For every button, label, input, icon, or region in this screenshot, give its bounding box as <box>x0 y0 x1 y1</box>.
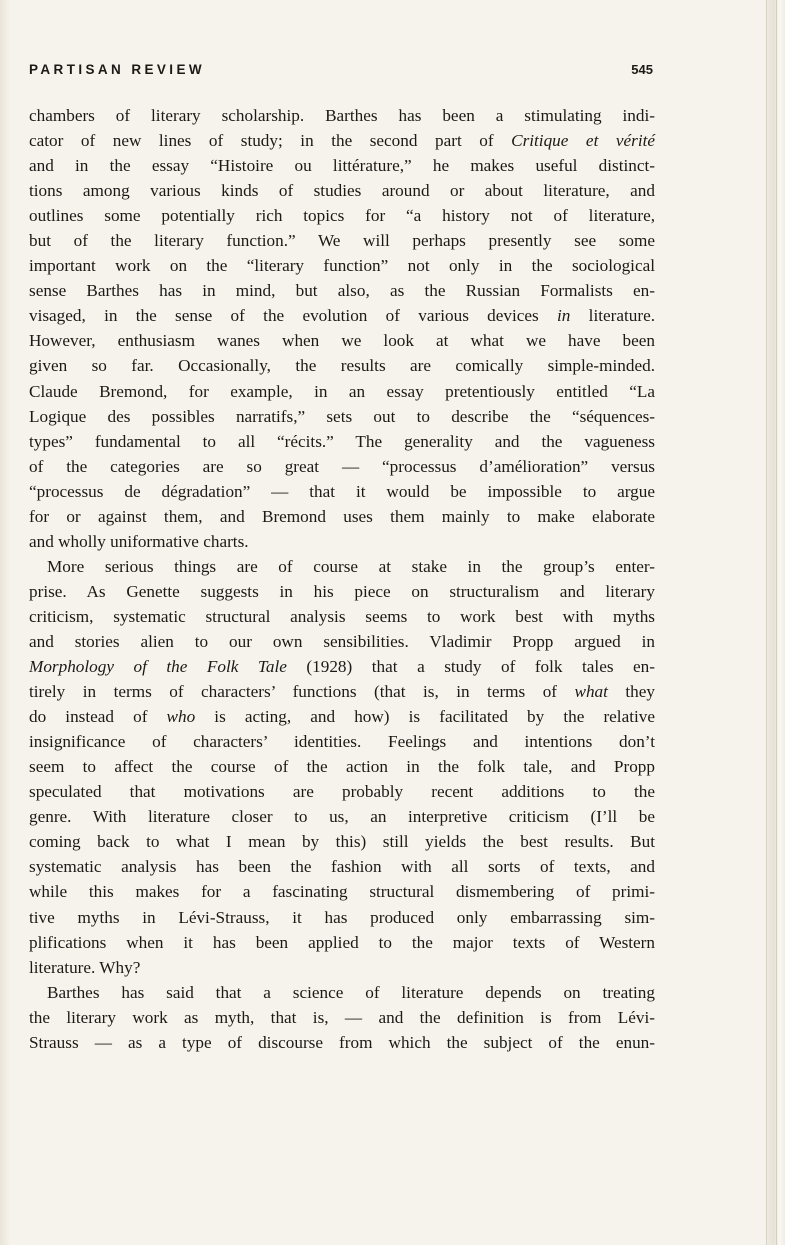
text-line <box>29 729 655 754</box>
text-run: cator of new lines of study; in the second part of <box>29 131 512 151</box>
text-run: prise. As Genette suggests in his piece on structuralism and literary <box>29 581 655 601</box>
page-number: 545 <box>631 62 653 77</box>
text-line <box>29 529 655 554</box>
text-run: outlines some potentially rich topics for “a history not of literature, <box>29 206 655 226</box>
text-line <box>29 754 655 779</box>
text-run: genre. With literature closer to us, an interpretive criticism (I’ll be <box>29 807 655 827</box>
text-line <box>29 328 655 353</box>
text-line <box>29 679 655 704</box>
text-run: tirely in terms of characters’ functions (that is, in terms of <box>29 682 575 702</box>
text-line <box>29 829 655 854</box>
text-line <box>29 128 655 153</box>
text-line <box>29 278 655 303</box>
text-run: do instead of <box>29 707 167 727</box>
text-line <box>29 454 655 479</box>
text-run: the literary work as myth, that is, — and the definition is from Lévi- <box>29 1007 655 1027</box>
italic-text: who <box>166 707 196 727</box>
text-line <box>29 604 655 629</box>
text-line <box>29 429 655 454</box>
text-run: seem to affect the course of the action in the folk tale, and Propp <box>29 757 655 777</box>
text-run: and stories alien to our own sensibilities. Vladimir Propp argued in <box>29 631 655 651</box>
text-line <box>29 654 655 679</box>
text-run: criticism, systematic structural analysis seems to work best with myths <box>29 606 655 626</box>
text-line <box>29 779 655 804</box>
text-line <box>29 579 655 604</box>
text-line <box>29 704 655 729</box>
text-run: Barthes has said that a science of literature depends on treating <box>47 982 655 1002</box>
text-run: systematic analysis has been the fashion with all sorts of texts, and <box>29 857 655 877</box>
text-run: Claude Bremond, for example, in an essay pretentiously entitled “La <box>29 381 655 401</box>
text-line <box>29 629 655 654</box>
text-line <box>29 353 655 378</box>
text-run: However, enthusiasm wanes when we look at what we have been <box>29 331 655 351</box>
text-run: literature. <box>570 306 655 326</box>
text-run: chambers of literary scholarship. Barthes has been a stimulating indi- <box>29 106 655 125</box>
text-run: insignificance of characters’ identities. Feelings and intentions don’t <box>29 732 655 752</box>
text-run: More serious things are of course at stake in the group’s enter- <box>47 556 655 576</box>
text-run: (1928) that a study of folk tales en- <box>286 657 655 677</box>
text-run: tive myths in Lévi-Strauss, it has produced only embarrassing sim- <box>29 907 655 927</box>
text-line <box>29 905 655 930</box>
text-line <box>29 228 655 253</box>
text-line <box>29 404 655 429</box>
text-run: visaged, in the sense of the evolution of various devices <box>29 306 557 326</box>
italic-text: what <box>574 682 608 702</box>
text-line <box>29 879 655 904</box>
text-run: for or against them, and Bremond uses them mainly to make elaborate <box>29 506 655 526</box>
text-run: plifications when it has been applied to the major texts of Western <box>29 932 655 952</box>
text-line <box>29 479 655 504</box>
text-line <box>29 980 655 1005</box>
text-line <box>29 379 655 404</box>
text-run: while this makes for a fascinating structural dismembering of primi- <box>29 882 655 902</box>
italic-text: Critique et vérité <box>511 131 656 151</box>
text-run: types” fundamental to all “récits.” The generality and the vagueness <box>29 431 655 451</box>
text-line <box>29 554 655 579</box>
text-run: given so far. Occasionally, the results are comically simple-minded. <box>29 356 655 376</box>
text-line <box>29 955 655 980</box>
text-line <box>29 804 655 829</box>
text-run: literature. Why? <box>29 957 141 977</box>
text-run: important work on the “literary function” not only in the sociological <box>29 256 655 276</box>
text-line <box>29 153 655 178</box>
text-run: and wholly uniformative charts. <box>29 531 249 551</box>
page-edge-stack <box>766 0 785 1245</box>
running-head <box>29 62 653 82</box>
italic-text: in <box>557 306 571 326</box>
text-run: but of the literary function.” We will perhaps presently see some <box>29 231 655 251</box>
text-line <box>29 854 655 879</box>
page-gutter-shadow <box>0 0 10 1245</box>
text-run: coming back to what I mean by this) still yields the best results. But <box>29 832 655 852</box>
text-run: Strauss — as a type of discourse from which the subject of the enun- <box>29 1032 655 1052</box>
italic-text: Morphology of the Folk Tale <box>29 657 287 677</box>
text-run: Logique des possibles narratifs,” sets out to describe the “séquences- <box>29 406 655 426</box>
journal-title: PARTISAN REVIEW <box>29 62 206 77</box>
text-run: speculated that motivations are probably recent additions to the <box>29 782 655 802</box>
text-line <box>29 178 655 203</box>
text-line <box>29 1030 655 1055</box>
text-line <box>29 504 655 529</box>
text-line <box>29 1005 655 1030</box>
text-line <box>29 203 655 228</box>
text-run: sense Barthes has in mind, but also, as the Russian Formalists en- <box>29 281 655 301</box>
text-line <box>29 930 655 955</box>
text-line <box>29 253 655 278</box>
text-line <box>29 103 655 128</box>
text-run: is acting, and how) is facilitated by the relative <box>195 707 655 727</box>
body-text <box>29 103 655 1055</box>
text-run: they <box>607 682 655 702</box>
text-run: of the categories are so great — “processus d’amélioration” versus <box>29 456 655 476</box>
text-run: “processus de dégradation” — that it would be impossible to argue <box>29 481 655 501</box>
text-run: tions among various kinds of studies around or about literature, and <box>29 181 655 201</box>
text-run: and in the essay “Histoire ou littérature,” he makes useful distinct- <box>29 156 655 176</box>
text-line <box>29 303 655 328</box>
